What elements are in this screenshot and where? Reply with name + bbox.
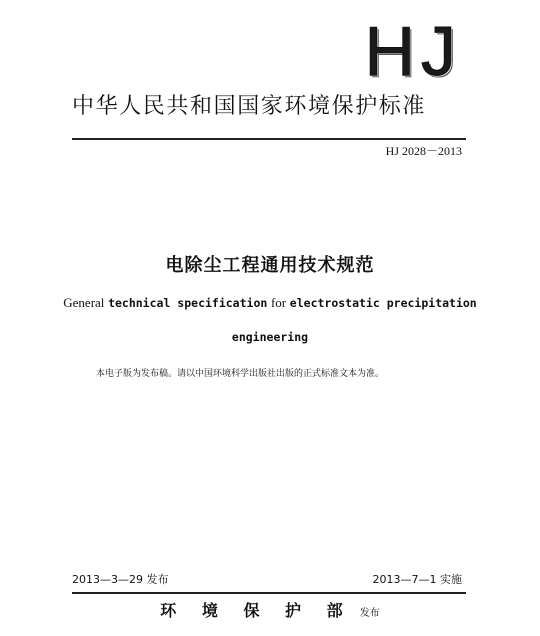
hj-logo: HJ — [364, 12, 462, 90]
standard-number: HJ 2028－2013 — [385, 144, 462, 158]
title-en-general: General — [63, 295, 105, 310]
publisher — [0, 600, 540, 625]
org-title: 中华人民共和国国家环境保护标准 — [72, 94, 427, 119]
publisher-suffix: 发布 — [359, 608, 380, 619]
issue-date: 2013—3—29 发布 — [72, 573, 169, 586]
top-divider — [72, 138, 466, 140]
title-en-electrostatic-precipitation: electrostatic precipitation engineering — [231, 296, 477, 344]
title-en-for: for — [270, 295, 287, 310]
document-title-chinese: 电除尘工程通用技术规范 — [165, 255, 375, 276]
implementation-date: 2013—7—1 实施 — [372, 573, 462, 586]
document-title-english — [60, 286, 480, 354]
electronic-version-notice: 本电子版为发布稿。请以中国环境科学出版社出版的正式标准文本为准。 — [96, 369, 385, 379]
bottom-divider — [72, 592, 466, 594]
title-en-technical-specification: technical specification — [108, 296, 268, 310]
publisher-name: 环 境 保 护 部 — [160, 601, 353, 620]
